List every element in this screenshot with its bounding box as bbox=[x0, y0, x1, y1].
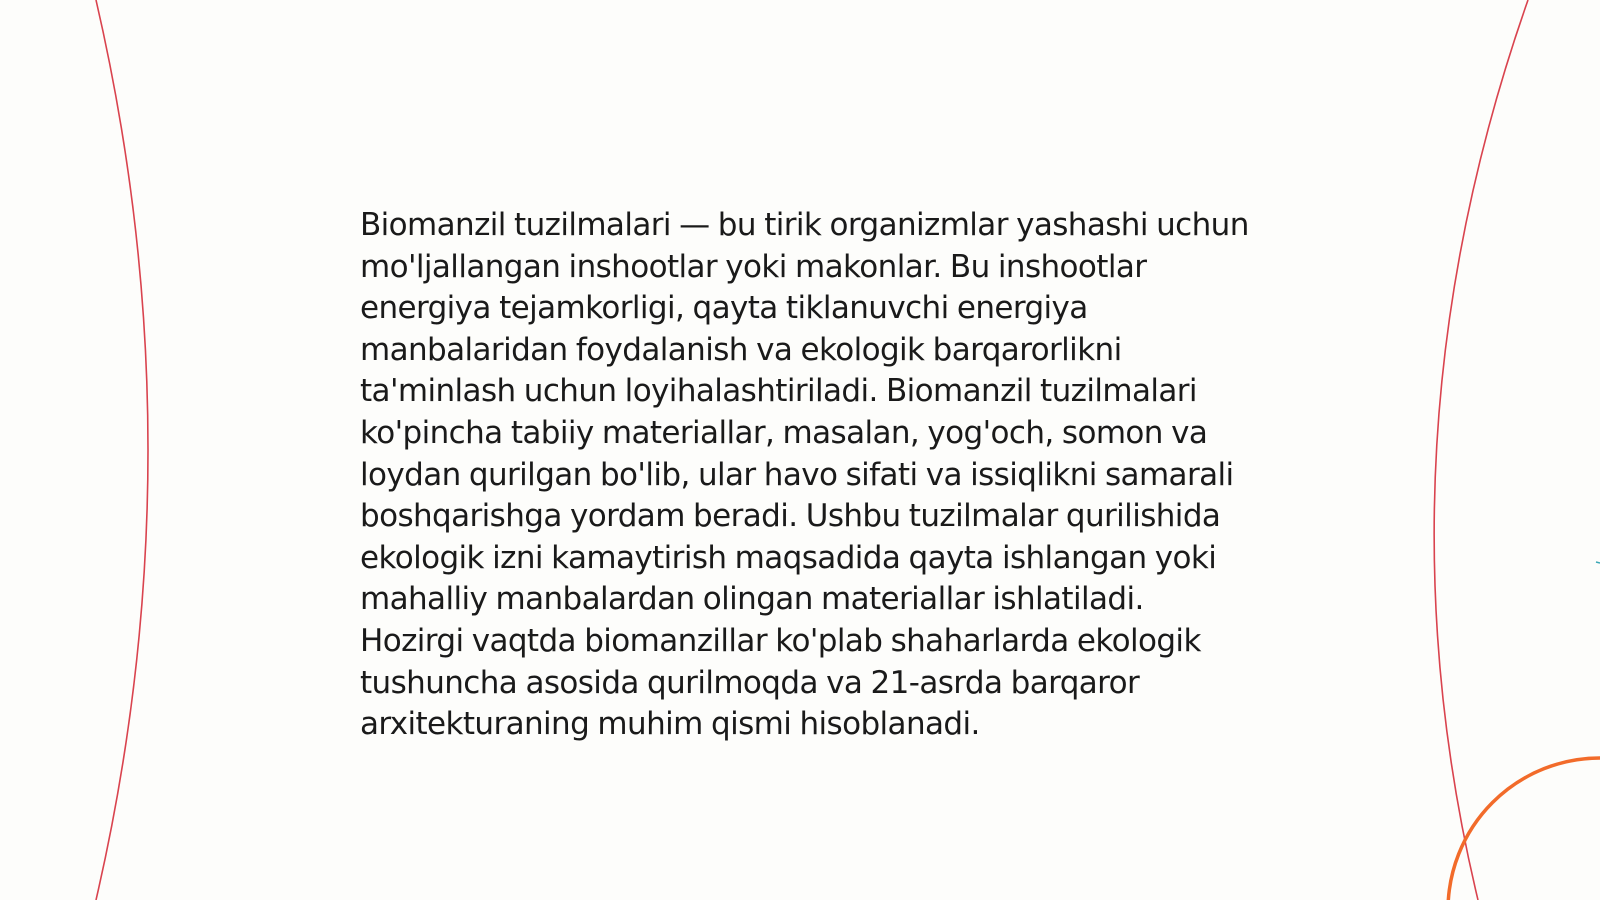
small-teal-mark bbox=[1596, 562, 1600, 563]
orange-accent-arc bbox=[1448, 758, 1600, 900]
body-paragraph: Biomanzil tuzilmalari — bu tirik organizmlar yashashi uchun mo'ljallangan inshootlar yoki makonlar. Bu inshootlar energiya tejamkorligi, qayta tiklanuvchi energiya manbalaridan foydalanish va ekologik barqarorlikni ta'minlash uchun loyihalashtiriladi. Biomanzil tuzilmalari ko'pincha tabiiy materiallar, masalan, yog'och, somon va loydan qurilgan bo'lib, ular havo sifati va issiqlikni samarali boshqarishga yordam beradi. Ushbu tuzilmalar qurilishida ekologik izni kamaytirish maqsadida qayta ishlangan yoki mahalliy manbalardan olingan materiallar ishlatiladi. Hozirgi vaqtda biomanzillar ko'plab shaharlarda ekologik tushuncha asosida qurilmoqda va 21-asrda barqaror arxitekturaning muhim qismi hisoblanadi. bbox=[360, 207, 1249, 743]
left-curve-line bbox=[96, 0, 148, 900]
right-curve-line bbox=[1434, 0, 1528, 900]
body-text-block bbox=[360, 205, 1250, 746]
